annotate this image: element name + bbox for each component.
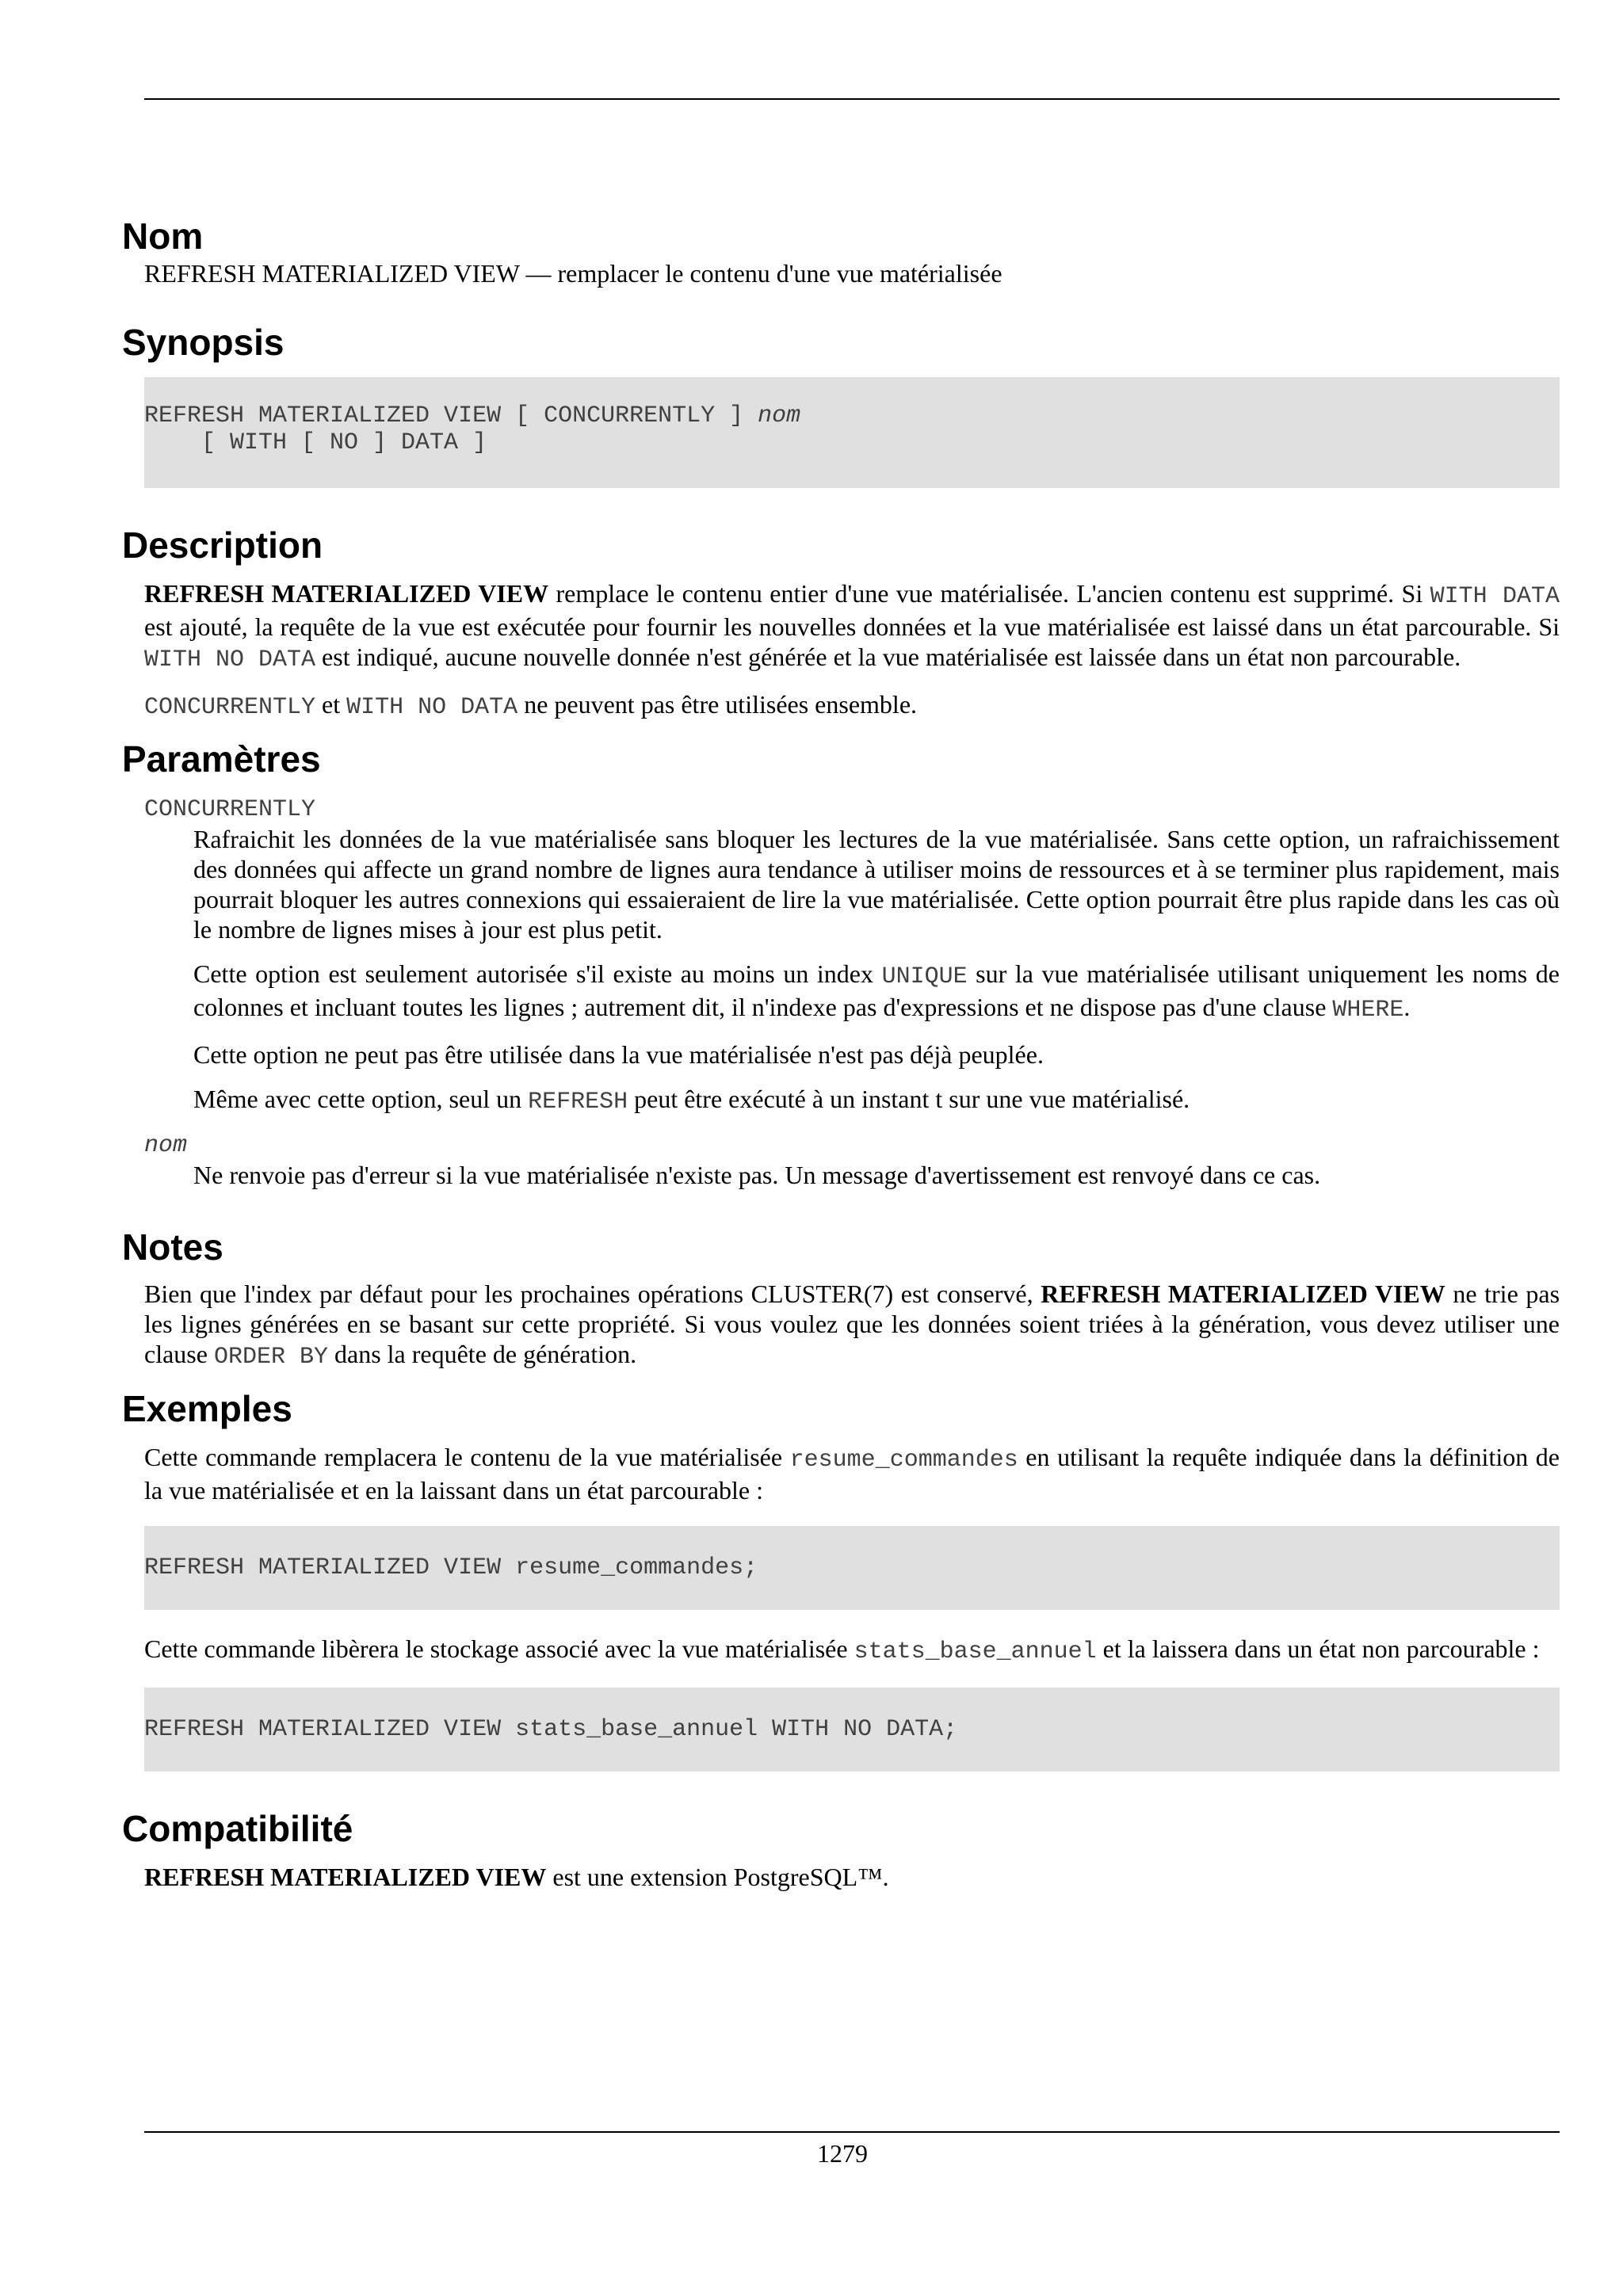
param-concurrently-p2-text3: . — [1403, 993, 1411, 1021]
param-concurrently-p2-code2: WHERE — [1332, 997, 1404, 1024]
exemples-p2-code: stats_base_annuel — [854, 1638, 1097, 1665]
top-rule — [144, 98, 1560, 100]
description-p2-code2: WITH NO DATA — [346, 694, 518, 721]
exemples-paragraph-2 — [122, 1634, 1560, 1667]
compatibilite-paragraph — [122, 1862, 1560, 1892]
section-description — [122, 523, 1560, 723]
description-p1-bold: REFRESH MATERIALIZED VIEW — [144, 579, 549, 608]
heading-compatibilite: Compatibilité — [122, 1808, 353, 1849]
description-p1-code1: WITH DATA — [1430, 583, 1560, 610]
section-parametres — [122, 737, 1560, 1190]
param-concurrently-p4 — [193, 1084, 1560, 1117]
notes-text1: Bien que l'index par défaut pour les prochaines opérations CLUSTER(7) est conservé, — [144, 1280, 1041, 1308]
description-p1-text3: est indiqué, aucune nouvelle donnée n'est générée et la vue matérialisée est laissée dans un état non parcourable. — [315, 643, 1461, 671]
exemples-p1-text1: Cette commande remplacera le contenu de la vue matérialisée — [144, 1443, 790, 1471]
section-notes — [122, 1225, 1560, 1372]
notes-text3: dans la requête de génération. — [327, 1340, 637, 1368]
description-p1-code2: WITH NO DATA — [144, 646, 316, 673]
heading-synopsis: Synopsis — [122, 322, 285, 363]
compatibilite-text1: est une extension PostgreSQL™. — [546, 1863, 889, 1891]
param-nom-desc — [144, 1160, 1560, 1190]
description-p2-text1: et — [315, 690, 347, 719]
heading-notes: Notes — [122, 1226, 223, 1268]
heading-nom: Nom — [122, 215, 204, 257]
compatibilite-bold: REFRESH MATERIALIZED VIEW — [144, 1863, 547, 1891]
param-concurrently-p2-text1: Cette option est seulement autorisée s'il existe au moins un index — [193, 959, 882, 988]
description-p2-code1: CONCURRENTLY — [144, 694, 316, 721]
nom-text: REFRESH MATERIALIZED VIEW — remplacer le contenu d'une vue matérialisée — [144, 259, 1002, 288]
param-nom-p1: Ne renvoie pas d'erreur si la vue matérialisée n'existe pas. Un message d'avertissement est renvoyé dans ce cas. — [193, 1161, 1321, 1189]
synopsis-line1-param: nom — [758, 402, 801, 429]
description-p1-text1: remplace le contenu entier d'une vue matérialisée. L'ancien contenu est supprimé. Si — [548, 579, 1430, 608]
param-concurrently-p4-code: REFRESH — [528, 1089, 628, 1116]
section-exemples — [122, 1386, 1560, 1772]
heading-exemples: Exemples — [122, 1388, 292, 1429]
heading-parametres: Paramètres — [122, 738, 321, 780]
heading-description: Description — [122, 524, 323, 566]
param-concurrently-p2-code1: UNIQUE — [881, 963, 968, 990]
notes-text2: ne trie pas les lignes générées en se basant sur cette propriété. Si vous voulez que les données soient triées à la génération, vous devez utiliser une clause — [144, 1280, 1560, 1368]
exemples-code-block-2: REFRESH MATERIALIZED VIEW stats_base_annuel WITH NO DATA; — [144, 1688, 1560, 1772]
param-concurrently-p2 — [193, 959, 1560, 1025]
section-nom — [122, 214, 1560, 288]
param-nom-name: nom — [144, 1132, 188, 1159]
synopsis-code-block — [144, 377, 1560, 488]
param-concurrently-desc — [144, 824, 1560, 1117]
description-p1-text2: est ajouté, la requête de la vue est exécutée pour fournir les nouvelles données et la vue matérialisée est laissé dans un état parcourable. Si — [144, 612, 1560, 641]
exemples-paragraph-1 — [122, 1442, 1560, 1505]
param-concurrently-p1: Rafraichit les données de la vue matérialisée sans bloquer les lectures de la vue matérialisée. Sans cette option, un rafraichissement des données qui affecte un grand nombre de lignes aura tendance à utiliser moins de ressources et à se terminer plus rapidement, mais pourrait bloquer les autres connexions qui essaieraient de lire la vue matérialisée. Cette option pourrait être plus rapide dans les cas où le nombre de lignes mises à jour est plus petit. — [193, 825, 1560, 944]
param-concurrently-name: CONCURRENTLY — [144, 796, 316, 823]
section-synopsis — [122, 320, 1560, 488]
page-number: 1279 — [817, 2139, 868, 2168]
exemples-p1-text2: en utilisant la requête indiquée dans la définition de la vue matérialisée et en la laissant dans un état parcourable : — [144, 1443, 1560, 1505]
param-concurrently-p4-text2: peut être exécuté à un instant t sur une vue matérialisé. — [628, 1085, 1190, 1113]
param-concurrently-p2-text2: sur la vue matérialisée utilisant uniquement les noms de colonnes et incluant toutes les lignes ; autrement dit, il n'indexe pas d'expressions et ne dispose pas d'une clause — [193, 959, 1560, 1021]
notes-code: ORDER BY — [213, 1344, 328, 1371]
description-p2-text2: ne peuvent pas être utilisées ensemble. — [517, 690, 918, 719]
synopsis-line1-code: REFRESH MATERIALIZED VIEW [ CONCURRENTLY ] — [144, 402, 758, 429]
exemples-code-block-1: REFRESH MATERIALIZED VIEW resume_commandes; — [144, 1526, 1560, 1610]
exemples-p2-text1: Cette commande libèrera le stockage associé avec la vue matérialisée — [144, 1634, 854, 1663]
synopsis-line2-code: [ WITH [ NO ] DATA ] — [144, 429, 487, 456]
notes-bold: REFRESH MATERIALIZED VIEW — [1041, 1280, 1445, 1308]
page-content — [122, 214, 1560, 1892]
parameter-list — [122, 795, 1560, 1190]
section-compatibilite — [122, 1806, 1560, 1892]
description-paragraph-2 — [122, 689, 1560, 723]
exemples-p1-code: resume_commandes — [789, 1447, 1018, 1474]
param-concurrently-p3: Cette option ne peut pas être utilisée dans la vue matérialisée n'est pas déjà peuplée. — [193, 1040, 1044, 1069]
exemples-p2-text2: et la laissera dans un état non parcourable : — [1096, 1634, 1540, 1663]
param-concurrently-p4-text1: Même avec cette option, seul un — [193, 1085, 529, 1113]
description-paragraph-1 — [122, 578, 1560, 675]
notes-paragraph — [122, 1279, 1560, 1372]
bottom-rule — [144, 2131, 1560, 2133]
